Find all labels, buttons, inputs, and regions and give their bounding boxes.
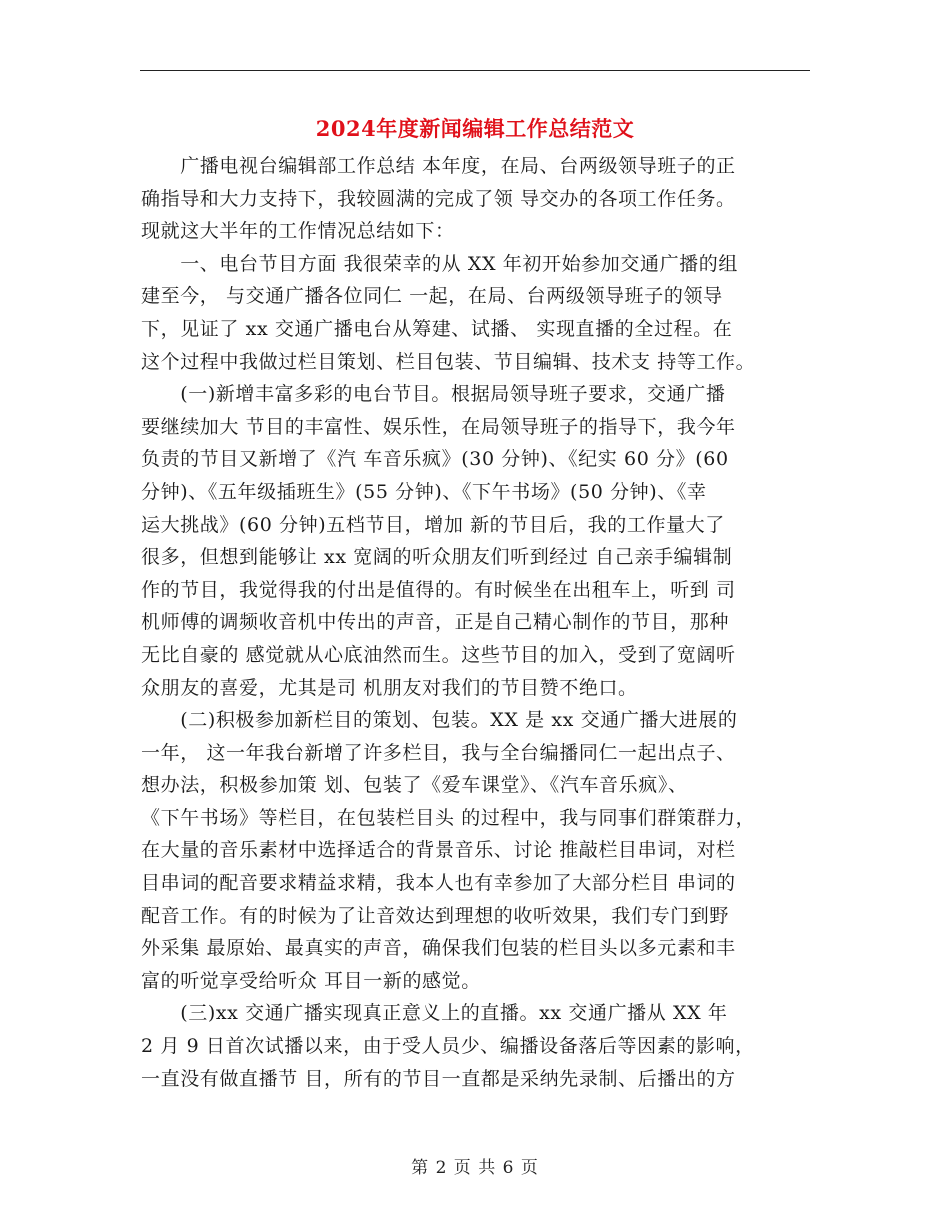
body-line: 运大挑战》(60 分钟)五档节目，增加 新的节目后，我的工作量大了 (141, 513, 725, 536)
body-line: 机师傅的调频收音机中传出的声音，正是自己精心制作的节目，那种 (141, 611, 730, 634)
body-line: 确指导和大力支持下，我较圆满的完成了领 导交办的各项工作任务。 (141, 187, 736, 210)
body-line: 一、电台节目方面 我很荣幸的从 XX 年初开始参加交通广播的组 (141, 252, 738, 275)
body-line: 外采集 最原始、最真实的声音，确保我们包装的栏目头以多元素和丰 (141, 937, 736, 960)
body-line: 无比自豪的 感觉就从心底油然而生。这些节目的加入，受到了宽阔听 (141, 643, 736, 666)
body-line: 下，见证了 xx 交通广播电台从筹建、试播、 实现直播的全过程。在 (141, 317, 733, 340)
body-line: 建至今， 与交通广播各位同仁 一起，在局、台两级领导班子的领导 (141, 285, 723, 308)
body-line: 分钟)、《五年级插班生》(55 分钟)、《下午书场》(50 分钟)、《幸 (141, 480, 707, 503)
body-line: 要继续加大 节目的丰富性、娱乐性，在局领导班子的指导下，我今年 (141, 415, 736, 438)
header-rule (140, 70, 810, 71)
body-line: 想办法，积极参加策 划、包装了《爱车课堂》、《汽车音乐疯》、 (141, 774, 688, 797)
body-line: 目串词的配音要求精益求精，我本人也有幸参加了大部分栏目 串词的 (141, 872, 736, 895)
document-title: 2024年度新闻编辑工作总结范文 (315, 116, 635, 141)
body-line: 在大量的音乐素材中选择适合的背景音乐、讨论 推敲栏目串词，对栏 (141, 839, 736, 862)
body-line: 一年， 这一年我台新增了许多栏目，我与全台编播同仁一起出点子、 (141, 741, 736, 764)
document-body (141, 150, 811, 1095)
body-line: 一直没有做直播节 目，所有的节目一直都是采纳先录制、后播出的方 (141, 1067, 736, 1090)
body-line: 广播电视台编辑部工作总结 本年度，在局、台两级领导班子的正 (141, 155, 736, 177)
body-line: (一)新增丰富多彩的电台节目。根据局领导班子要求，交通广播 (141, 383, 726, 406)
body-line: 现就这大半年的工作情况总结如下： (141, 220, 455, 243)
body-line: 作的节目，我觉得我的付出是值得的。有时候坐在出租车上，听到 司 (141, 578, 736, 601)
body-line: 配音工作。有的时候为了让音效达到理想的收听效果，我们专门到野 (141, 904, 730, 927)
body-line: 《下午书场》等栏目，在包装栏目头 的过程中，我与同事们群策群力， (141, 806, 756, 829)
body-line: (二)积极参加新栏目的策划、包装。XX 是 xx 交通广播大进展的 (141, 709, 738, 732)
page-number-footer: 第 2 页 共 6 页 (411, 1158, 539, 1178)
body-line: 负责的节目又新增了《汽 车音乐疯》(30 分钟)、《纪实 60 分》(60 (141, 448, 729, 471)
body-line: 众朋友的喜爱，尤其是司 机朋友对我们的节目赞不绝口。 (141, 676, 638, 699)
body-line: 2 月 9 日首次试播以来，由于受人员少、编播设备落后等因素的影响， (141, 1035, 755, 1058)
body-line: 富的听觉享受给听众 耳目一新的感觉。 (141, 969, 481, 992)
body-line: (三)xx 交通广播实现真正意义上的直播。xx 交通广播从 XX 年 (141, 1002, 728, 1025)
body-line: 很多，但想到能够让 xx 宽阔的听众朋友们听到经过 自己亲手编辑制 (141, 546, 733, 569)
body-line: 这个过程中我做过栏目策划、栏目包装、节目编辑、技术支 持等工作。 (141, 350, 756, 373)
